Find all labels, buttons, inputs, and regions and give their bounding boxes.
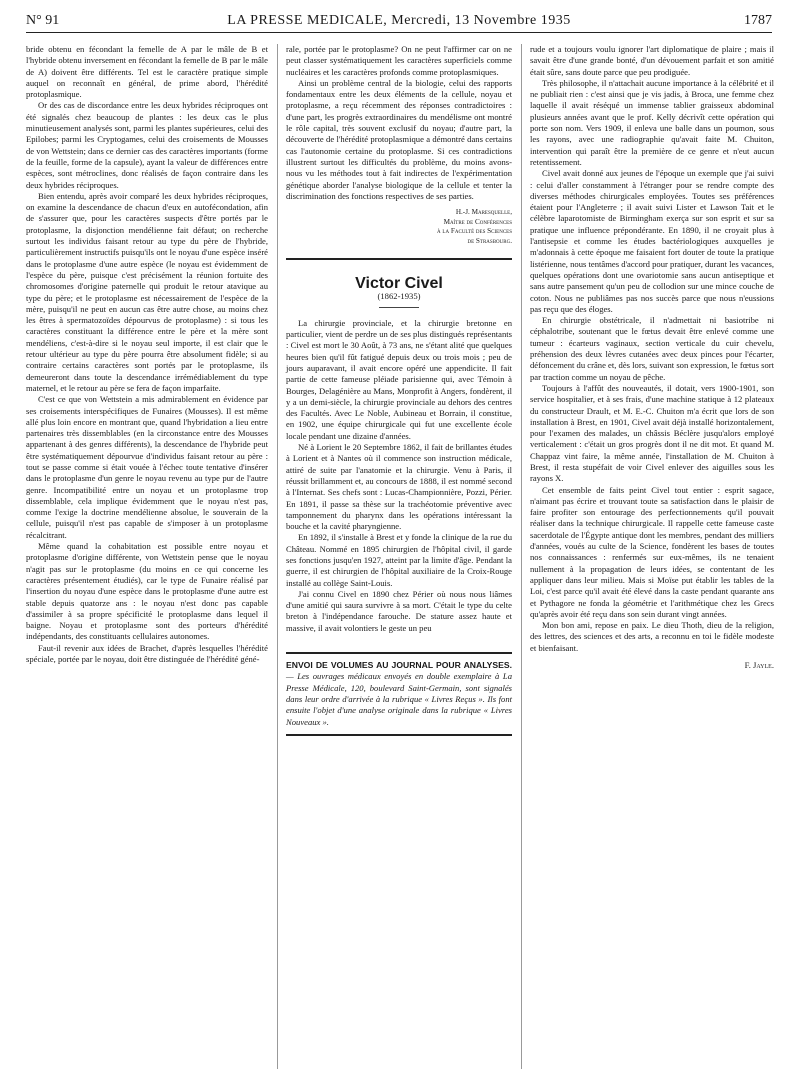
- paragraph: En chirurgie obstétricale, il n'admettait ni basiotribe ni céphalotribe, soutenant que le fœtus devait être enlevé comme une tumeur : écarteurs vaginaux, section verticale du cuir chevelu, préhension des deux lèvres cutanées avec deux pinces pour l'écarter, défoncement du crâne et, dès lors, suivant son expression, le fœtus sort par traction comme un noyau de pêche.: [530, 315, 774, 382]
- paragraph: La chirurgie provinciale, et la chirurgie bretonne en particulier, vient de perdre un de ses plus distingués représentants : Civel est mort le 30 Août, à 73 ans, ne s'étant alité que quelques heures bien qu'il fût fatigué depuis deux ou trois mois ; peu de jours auparavant, il avait encore opéré une appendicite. Il fait partie de cette fameuse pléiade parisienne qui, avec Témoin à Bourges, Delagénière au Mans, Monprofit à Angers, fondèrent, il y a un demi-siècle, la chirurgie provinciale au dehors des centres des Facultés. Avec Le Noble, Aubineau et Borrain, il constitue, en 1902, une équipe chirurgicale qui fut une excellente école locale pendant une dizaine d'années.: [286, 317, 512, 441]
- article-signature: [286, 208, 512, 246]
- notice-box: [286, 652, 512, 736]
- paragraph: Toujours à l'affût des nouveautés, il dotait, vers 1900-1901, son service hospitalier, et à ses frais, d'une machine statique à 12 plateaux du constructeur Drault, et M. E.-C. Chuiton m'a écrit que lors de son installation à Brest, en 1901, Civel avait déjà installé horizontalement, pour l'examen des malades, un châssis Béclère jusqu'alors employé verticalement : c'était un gros progrès dont il ne dit mot. Et quand M. Chappaz vint faire, la même année, l'installation de M. Chuiton à Brest, il resta stupéfait de voir Civel enlever des aiguilles sous les rayons X.: [530, 382, 774, 484]
- paragraph: rude et a toujours voulu ignorer l'art diplomatique de plaire ; mais il savait être d'une grande bonté, d'un dévouement parfait et son amitié était sûre, sans doute parce que peu prodiguée.: [530, 44, 774, 77]
- column-middle: [286, 44, 512, 736]
- notice-text: — Les ouvrages médicaux envoyés en double exemplaire à La Presse Médicale, 120, boulevard Saint-Germain, sont signalés dans leur ordre d'arrivée à la rubrique « Livres Reçus ». Ils font ensuite l'objet d'une analyse originale dans la rubrique « Livres Nouveaux ».: [286, 671, 512, 727]
- paragraph: rale, portée par le protoplasme? On ne peut l'affirmer car on ne peut classer systématiquement les caractères superficiels comme nucléaires et les caractères profonds comme protoplasmiques.: [286, 44, 512, 77]
- column-rule-2: [521, 44, 522, 1069]
- signature-name: H.-J. Maresquelle,: [455, 208, 512, 217]
- paragraph: Civel avait donné aux jeunes de l'époque un exemple que j'ai suivi : celui d'aller constamment à l'étranger pour se rendre compte des diverses méthodes chirurgicales employées. Toutes ses préférences étaient pour l'Angleterre ; il avait suivi Lister et Lawson Tait et le célèbre laparotomiste de Birmingham exerça sur son esprit et sur sa pratique une influence prépondérante. En 1890, il ne croyait plus à l'antisepsie et comme les études bactériologiques auxquelles je m'adonnais à cette époque me faisaient fort douter de toute la pratique listérienne, nous tentâmes d'accord pour pratiquer, durant les vacances, quelques opérations dont une ovariotomie sans aucun antiseptique et sans autre pansement qu'un peu de collodion sur une mince couche de coton. Nous ne publiâmes pas nos succès parce que nous n'eussions pas reçu que des éloges.: [530, 168, 774, 314]
- paragraph: Or des cas de discordance entre les deux hybrides réciproques ont été signalés chez beaucoup de plantes : les deux cas le plus minutieusement analysés sont, parmi les plantes supérieures, celui des Epilobes; parmi les Cryptogames, celui des croisements de Mousses de von Wettstein; dans ce dernier cas des caractères importants (forme de la feuille, forme de la capsule), ayant la valeur de différences entre espèces, sont métroclines, donc réalisés de façon contraire dans les deux hybrides réciproques.: [26, 100, 268, 190]
- signature-line: Maître de Conférences: [443, 217, 512, 226]
- paragraph: bride obtenu en fécondant la femelle de A par le mâle de B et l'hybride obtenu inversement en fécondant la femelle de B par le mâle de A) doivent être différents. Tel est le caractère pratique simple auquel on reconnaît en général, de prime abord, l'hérédité protoplasmique.: [26, 44, 268, 100]
- paragraph: Très philosophe, il n'attachait aucune importance à la célébrité et il ne publiait rien : c'est ainsi que je vis jadis, à Broca, une femme chez laquelle il avait réséqué un immense tablier graisseux abdominal plusieurs années avant que le prof. Kelly décrivît cette opération qui porte son nom. Vers 1909, il enleva une balle dans un poumon, sous les rayons, avec une radiographie qu'avait faite M. Chuiton, intervention qui paraît être la première de ce genre et n'eut aucun retentissement.: [530, 77, 774, 167]
- article-author: F. Jayle.: [744, 660, 774, 671]
- obituary-dates: (1862-1935): [377, 291, 421, 302]
- column-right: [530, 44, 774, 671]
- signature-line: de Strasbourg.: [467, 236, 512, 245]
- page-number: 1787: [744, 13, 772, 28]
- obituary-title: Victor Civel: [355, 275, 443, 293]
- paragraph: Faut-il revenir aux idées de Brachet, d'après lesquelles l'hérédité spéciale, portée par le noyau, doit être distinguée de l'hérédité géné-: [26, 642, 268, 665]
- column-left: [26, 44, 268, 665]
- paragraph: Cet ensemble de faits peint Civel tout entier : esprit sagace, n'aimant pas écrire et trouvant toute sa satisfaction dans le plaisir de faire profiter son entourage des perfectionnements qu'il pouvait réaliser dans la technique chirurgicale. Il rappelle cette fameuse caste sacerdotale de l'Égypte antique dont les membres, pendant des milliers d'années, voués au culte de la Science, fondèrent les bases de toutes nos connaissances : renfermés sur eux-mêmes, ils ne tenaient nullement à la propagation de leurs idées, se contentant de les appliquer dans leur milieu. Mais si Moïse put établir les tables de la Loi, c'est parce qu'il avait été élevé dans la caste pendant quarante ans et Pythagore ne fonda la géométrie et l'arithmétique chez les Grecs qu'après avoir été reçu dans son sein durant vingt années.: [530, 484, 774, 619]
- paragraph: J'ai connu Civel en 1890 chez Périer où nous nous liâmes d'une amitié qui saura survivre à sa mort. C'était le type du celte breton à l'indépendance farouche. De stature assez haute et massive, il avait volontiers le geste un peu: [286, 588, 512, 633]
- journal-title: LA PRESSE MEDICALE, Mercredi, 13 Novembre 1935: [227, 13, 571, 28]
- paragraph: Bien entendu, après avoir comparé les deux hybrides réciproques, on examine la descendance de chacun d'eux en autofécondation, afin de s'assurer que, pour les caractères suspects d'être portés par le protoplasme, la disjonction mendélienne fait défaut; on recherche surtout les individus faisant retour au type du père de l'hybride, particulièrement instructifs puisqu'ils ont le noyau d'une espèce inséré dans le protoplasme d'une autre espèce (le noyau est évidemment de l'espèce du père, puisque c'est précisément la réunion fortuite des chromosomes d'origine paternelle qui produit le retour atavique au type du père; et le protoplasme est nécessairement de l'espèce de la mère, puisqu'il ne peut en aucun cas être autre chose, au moins chez les êtres à spermatozoïdes dépourvus de protoplasme) : si tous les caractères constituant la différence entre le père et la mère sont mendéliens, c'est-à-dire si le noyau seul importe, il est clair que le retour ultérieur au type du père pourra être absolument fidèle; si au contraire certains caractères sont portés par le protoplasme, ils demeureront dans toute la descendance irrémédiablement du type maternel, et le retour au père se fera de façon imparfaite.: [26, 190, 268, 393]
- paragraph: Né à Lorient le 20 Septembre 1862, il fait de brillantes études à Lorient et à Nantes où il commence son instruction médicale, attiré de suite par l'anatomie et la chirurgie. Venu à Paris, il réussit brillamment et, au concours de 1888, il est nommé second à l'Internat. Ses chefs sont : Lucas-Championnière, Pozzi, Périer. En 1891, il passe sa thèse sur la trachéotomie préventive avec tamponnement du pharynx dans les opérations intéressant la bouche et la cavité pharyngienne.: [286, 442, 512, 532]
- paragraph: Même quand la cohabitation est possible entre noyau et protoplasme d'origine différente, von Wettstein pense que le noyau n'agit pas sur le protoplasme (du moins en ce qui concerne les caractères présentement étudiés), car le type de Funaire réalisé par l'insertion du noyau d'une espèce dans le protoplasme d'une autre est stable depuis quatorze ans : le noyau n'est donc pas capable d'assimiler à sa propre spécificité le protoplasme dans lequel il baigne. Noyau et protoplasme sont des porteurs d'hérédité indépendants, des constituants cellulaires autonomes.: [26, 541, 268, 642]
- title-rule: [379, 307, 419, 308]
- section-divider: [286, 258, 512, 260]
- paragraph: En 1892, il s'installe à Brest et y fonde la clinique de la rue du Château. Nommé en 1895 chirurgien de l'hôpital civil, il garde ses fonctions jusqu'en 1927, atteint par la limite d'âge. Pendant la guerre, il est chirurgien de l'hôpital auxiliaire de la Croix-Rouge installé au collège Saint-Louis.: [286, 532, 512, 588]
- notice-lead: ENVOI DE VOLUMES AU JOURNAL POUR ANALYSES.: [286, 660, 512, 671]
- signature-line: à la Faculté des Sciences: [437, 227, 512, 236]
- paragraph: Ainsi un problème central de la biologie, celui des rapports fondamentaux entre les deux éléments de la cellule, noyau et protoplasme, a reçu récemment des réponses contradictoires : d'une part, les progrès extraordinaires du mendélisme ont montré le rôle capital, très souvent exclusif du noyau; d'autre part, la découverte de l'hérédité protoplasmique a démontré dans certains cas l'autonomie certaine du protoplasme. Si ces contradictions illustrent surtout les difficultés du problème, du moins avons-nous vu les méthodes tout à fait indirectes de l'expérimentation génétique aborder l'analyse biologique de la cellule et tenter la discrimination des fonctions respectives de ses parties.: [286, 77, 512, 201]
- column-rule-1: [277, 44, 278, 1069]
- paragraph: C'est ce que von Wettstein a mis admirablement en évidence par ses croisements interspécifiques de Funaires (Mousses). Il est même allé plus loin encore en montrant que, quand l'hybridation a lieu entre partenaires très dissemblables (en la circonstance entre des Mousses appartenant à des genres différents), la descendance de l'hybride peut être systématiquement dépourvue d'individus faisant retour au père : tout se passe comme si était vouée à l'échec toute tentative d'insérer dans le protoplasme d'un genre le noyau revenu au type pur de l'autre genre. Incompatibilité entre un noyau et un protoplasme trop dissemblable, cela implique évidemment que le noyau n'est pas, comme l'exige la doctrine mendélienne absolue, le souverain de la cellule, puisqu'il n'est pas capable de s'imposer à un protoplasme récalcitrant.: [26, 394, 268, 540]
- paragraph: Mon bon ami, repose en paix. Le dieu Thoth, dieu de la religion, des lettres, des sciences et des arts, a reconnu en toi le fidèle modeste et bienfaisant.: [530, 620, 774, 653]
- running-header: [26, 10, 772, 33]
- issue-number: N° 91: [26, 13, 60, 28]
